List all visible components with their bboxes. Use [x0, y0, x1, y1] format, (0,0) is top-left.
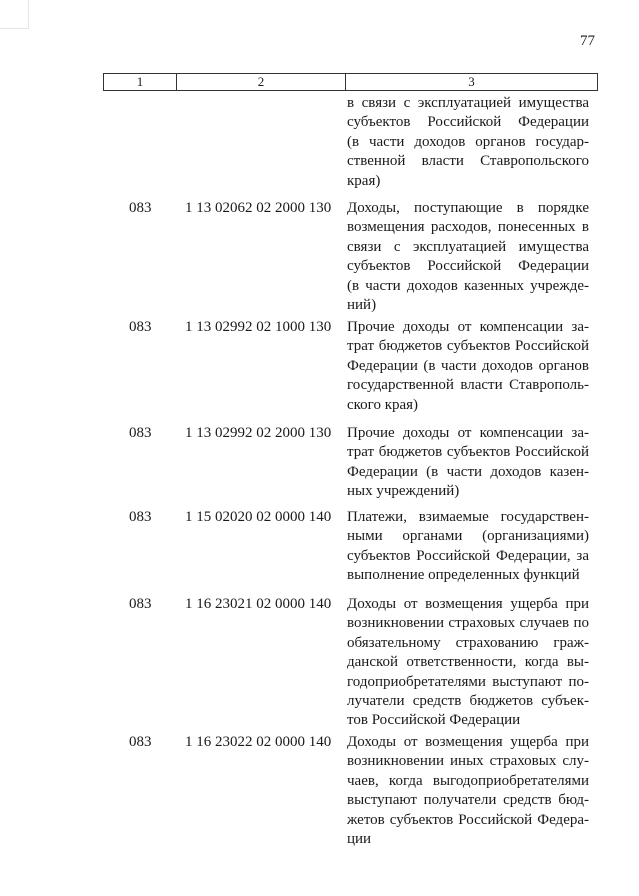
- admin-code: 083: [129, 200, 152, 216]
- income-description: [347, 199, 589, 315]
- description-line: ний): [347, 297, 377, 314]
- description-line: ственной власти Ставропольского: [347, 153, 589, 170]
- description-line: выступают получатели средств бюд-: [347, 792, 589, 809]
- description-line: трат бюджетов субъектов Российской: [347, 444, 589, 461]
- description-line: трат бюджетов субъектов Российской: [347, 338, 589, 355]
- income-description: [347, 94, 589, 191]
- description-line: возникновении иных страховых слу-: [347, 753, 589, 770]
- description-line: Прочие доходы от компенсации за-: [347, 319, 589, 335]
- admin-code: 083: [129, 734, 152, 750]
- description-line: лучатели средств бюджетов субъек-: [347, 693, 589, 710]
- header-col-3: 3: [468, 74, 475, 89]
- description-line: субъектов Российской Федерации: [347, 114, 589, 131]
- description-line: данской ответственности, когда вы-: [347, 654, 589, 671]
- admin-code: 083: [129, 596, 152, 612]
- description-line: (в части доходов казенных учрежде-: [347, 277, 589, 294]
- description-line: связи с эксплуатацией имущества: [347, 238, 589, 255]
- budget-classification-code: 1 13 02062 02 2000 130: [185, 200, 332, 216]
- description-line: жетов субъектов Российской Федера-: [347, 811, 589, 828]
- budget-classification-code: 1 16 23021 02 0000 140: [185, 596, 332, 612]
- income-description: [347, 318, 589, 415]
- description-line: субъектов Российской Федерации: [347, 258, 589, 275]
- description-line: возникновении страховых случаев по: [347, 615, 589, 632]
- admin-code: 083: [129, 319, 152, 335]
- description-line: Доходы, поступающие в порядке: [347, 200, 589, 216]
- income-description: [347, 595, 589, 731]
- description-line: возмещения расходов, понесенных в: [347, 219, 589, 236]
- description-line: ского края): [347, 396, 419, 413]
- description-line: Доходы от возмещения ущерба при: [347, 596, 589, 612]
- description-line: края): [347, 172, 381, 189]
- description-line: Доходы от возмещения ущерба при: [347, 734, 589, 750]
- page-number: 77: [580, 33, 595, 49]
- description-line: Федерации (в части доходов казен-: [347, 463, 589, 480]
- header-col-1: 1: [104, 74, 177, 90]
- budget-classification-code: 1 13 02992 02 2000 130: [185, 425, 332, 441]
- description-line: Прочие доходы от компенсации за-: [347, 425, 589, 441]
- description-line: субъектов Российской Федерации, за: [347, 547, 589, 564]
- description-line: государственной власти Ставрополь-: [347, 377, 589, 394]
- description-line: ции: [347, 831, 372, 848]
- description-line: обязательному страхованию граж-: [347, 634, 589, 651]
- admin-code: 083: [129, 509, 152, 525]
- header-col-2: 2: [177, 74, 346, 90]
- budget-classification-code: 1 16 23022 02 0000 140: [185, 734, 332, 750]
- description-line: выполнение определенных функций: [347, 567, 580, 584]
- scan-corner-mark: [0, 0, 29, 29]
- table-header: [103, 73, 598, 91]
- admin-code: 083: [129, 425, 152, 441]
- description-line: (в части доходов органов государ-: [347, 133, 589, 150]
- income-description: [347, 733, 589, 849]
- budget-classification-code: 1 15 02020 02 0000 140: [185, 509, 332, 525]
- description-line: ных учреждений): [347, 483, 460, 500]
- description-line: тов Российской Федерации: [347, 712, 521, 729]
- description-line: Платежи, взимаемые государствен-: [347, 509, 589, 525]
- income-description: [347, 424, 589, 502]
- budget-classification-code: 1 13 02992 02 1000 130: [185, 319, 332, 335]
- description-line: в связи с эксплуатацией имущества: [347, 95, 589, 111]
- income-description: [347, 508, 589, 586]
- description-line: годоприобретателями выступают по-: [347, 673, 589, 690]
- description-line: Федерации (в части доходов органов: [347, 357, 589, 374]
- description-line: ными органами (организациями): [347, 528, 589, 545]
- description-line: чаев, когда выгодоприобретателями: [347, 772, 589, 789]
